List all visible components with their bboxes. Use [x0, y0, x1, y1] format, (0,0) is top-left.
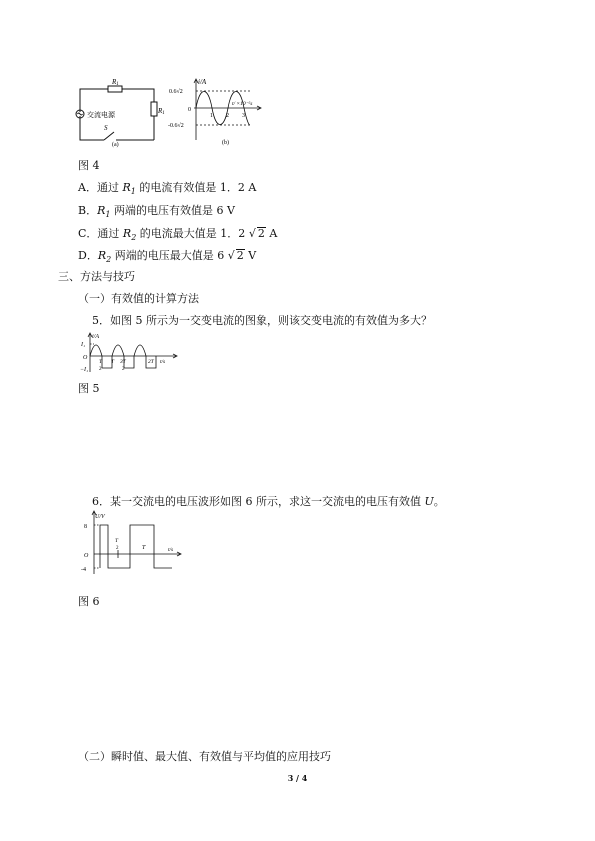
graph5-t1-den: 2 [99, 367, 102, 372]
graph6-ytop: 8 [84, 524, 87, 530]
figure6-caption: 图 6 [78, 595, 100, 608]
graph6-xlabel: t/s [168, 547, 174, 553]
option-c: C．通过 $R_2$ 的电流最大值是 1．2 √ 2 A [78, 227, 278, 243]
subsection2-heading: （二）瞬时值、最大值、有效值与平均值的应用技巧 [78, 750, 331, 763]
section3-heading: 三、方法与技巧 [58, 270, 135, 283]
graph5-t4: 2T [148, 359, 154, 365]
page-number: 3 / 4 [287, 773, 308, 783]
graph6-origin: O [84, 553, 89, 559]
graph4-xtick-1: 1 [210, 113, 213, 119]
graph6-t-half: T [115, 538, 119, 544]
graph6-t-half-den: 2 [116, 546, 119, 551]
graph6-t-full: T [142, 545, 146, 551]
graph5-ylabel: i/A [92, 334, 99, 340]
question5-text: 5．如图 5 所示为一交变电流的图象，则该交变电流的有效值为多大？ [92, 314, 432, 327]
figure6-graph [80, 510, 190, 576]
source-label: 交流电源 [87, 111, 115, 119]
resistor-r2 [151, 102, 157, 116]
graph5-origin: O [83, 355, 88, 361]
r1-label: R1 [112, 78, 119, 87]
graph4-xtick-2: 2 [226, 113, 229, 119]
sqrt-symbol: √ [227, 249, 235, 262]
option-b: B．$R_1$ 两端的电压有效值是 6 V [78, 204, 235, 220]
switch-label: S [104, 124, 108, 132]
graph5-neg-i1: −I₁ [80, 367, 89, 373]
subsection1-heading: （一）有效值的计算方法 [78, 292, 199, 305]
graph4-ylabel: i/A [198, 78, 207, 86]
graph5-t3: 3T [120, 359, 126, 365]
resistor-r1 [108, 86, 122, 92]
figure5-caption: 图 5 [78, 382, 100, 395]
option-a: A．通过 $R_1$ 的电流有效值是 1．2 A [78, 181, 257, 197]
option-d: D．$R_2$ 两端的电压最大值是 6 √ 2 V [78, 249, 257, 265]
switch-s [104, 132, 114, 140]
sqrt-symbol: √ [248, 227, 256, 240]
graph6-ylabel: U/V [95, 514, 105, 520]
graph4-xtick-3: 3 [242, 113, 245, 119]
graph4-ytick-top: 0.6√2 [169, 89, 183, 95]
question6-text: 6．某一交流电的电压波形如图 6 所示，求这一交流电的电压有效值 U。 [92, 495, 445, 508]
graph4-xlabel: t/ ×10⁻²s [232, 101, 253, 107]
graph4-ytick-bottom: -0.6√2 [168, 123, 184, 129]
graph4-ytick-zero: 0 [188, 107, 191, 113]
graph5-t3-den: 2 [122, 367, 125, 372]
graph5-i1: I₁ [81, 342, 86, 348]
graph5-t2: T [111, 359, 115, 365]
figure4-caption: 图 4 [78, 159, 100, 172]
graph6-ybottom: -4 [81, 567, 86, 573]
voltage-waveform [100, 525, 172, 568]
graph5-xlabel: t/s [160, 359, 166, 365]
panel-a-label: (a) [112, 142, 119, 148]
figure5-graph [80, 332, 180, 374]
figure4-graph [168, 76, 270, 148]
r2-label: R1 [158, 107, 165, 116]
graph5-t1: T [99, 359, 103, 365]
panel-b-label: (b) [222, 140, 229, 146]
figure4-circuit [74, 76, 164, 148]
